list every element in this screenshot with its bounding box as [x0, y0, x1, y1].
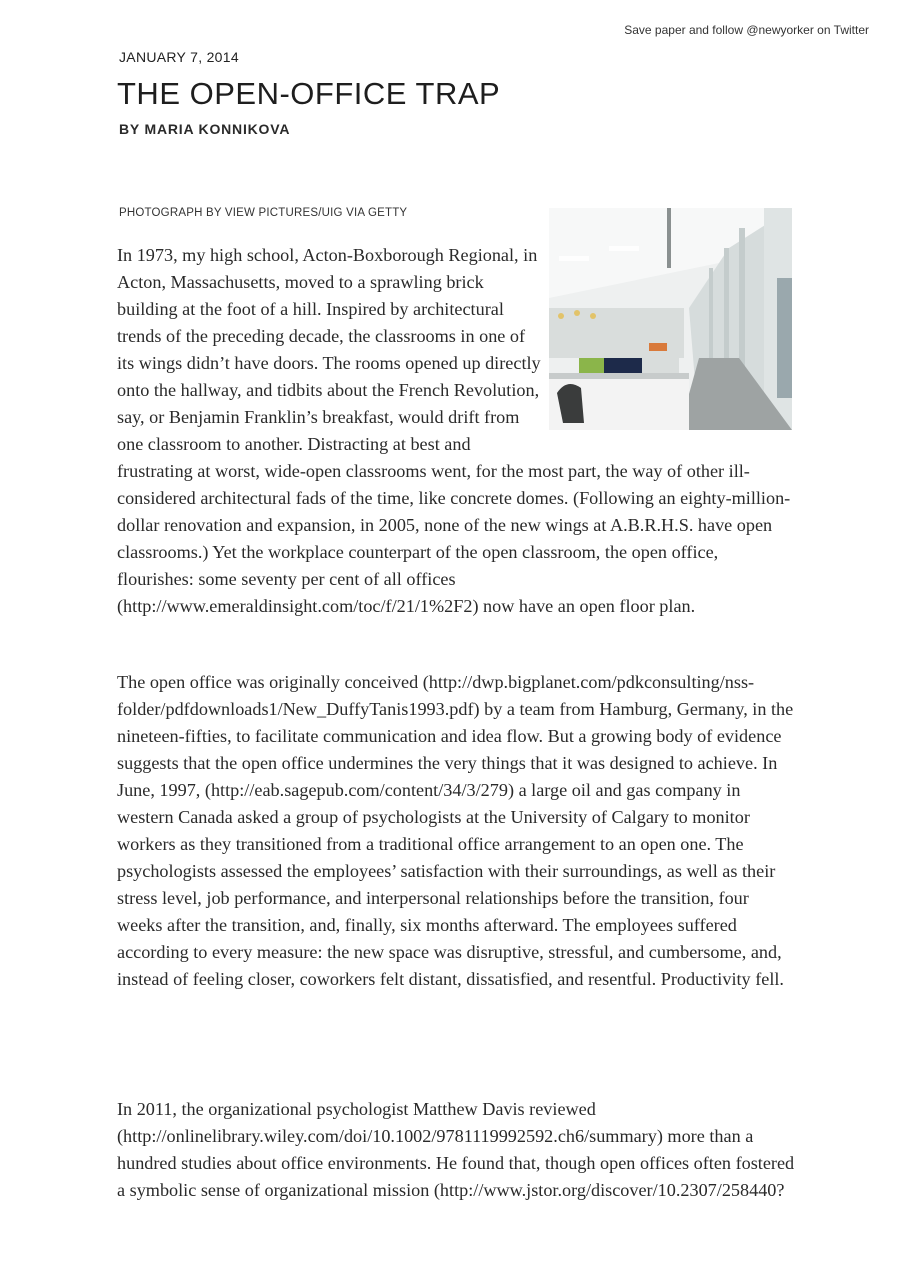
- photo-float-spacer: [542, 242, 797, 454]
- article-date: JANUARY 7, 2014: [119, 49, 239, 65]
- paragraph-text: In 2011, the organizational psychologist Matthew Davis reviewed (http://onlinelibrary.wiley.com/doi/10.1002/9781119992592.ch6/summary) more than a hundred studies about office environments. He found that, though open offices often fostered a symbolic sense of organizational mission (http://www.jstor.org/discover/10.2307/258440?: [117, 1099, 795, 1200]
- article-byline: BY MARIA KONNIKOVA: [119, 121, 291, 137]
- body-paragraph-1: [117, 242, 797, 620]
- body-paragraph-3: [117, 1096, 797, 1204]
- photo-credit: PHOTOGRAPH BY VIEW PICTURES/UIG VIA GETTY: [119, 207, 408, 219]
- paragraph-text: In 1973, my high school, Acton-Boxborough Regional, in Acton, Massachusetts, moved to a sprawling brick building at the foot of a hill. Inspired by architectural trends of the preceding decade, the classrooms in one of its wings didn’t have doors. The rooms opened up directly onto the hallway, and tidbits about the French Revolution, say, or Benjamin Franklin’s breakfast, would drift from one classroom to another. Distracting at best and frustrating at worst, wide-open classrooms went, for the most part, the way of other ill-considered architectural fads of the time, like concrete domes. (Following an eighty-million-dollar renovation and expansion, in 2005, none of the new wings at A.B.R.H.S. have open classrooms.) Yet the workplace counterpart of the open classroom, the open office, flourishes: some seventy per cent of all offices (http://www.emeraldinsight.com/toc/f/21/1%2F2) now have an open floor plan.: [117, 245, 791, 616]
- paragraph-text: The open office was originally conceived (http://dwp.bigplanet.com/pdkconsulting/nss-folder/pdfdownloads1/New_DuffyTanis1993.pdf) by a team from Hamburg, Germany, in the nineteen-fifties, to facilitate communication and idea flow. But a growing body of evidence suggests that the open office undermines the very things that it was designed to achieve. In June, 1997, (http://eab.sagepub.com/content/34/3/279) a large oil and gas company in western Canada asked a group of psychologists at the University of Calgary to monitor workers as they transitioned from a traditional office arrangement to an open one. The psychologists assessed the employees’ satisfaction with their surroundings, as well as their stress level, job performance, and interpersonal relationships before the transition, four weeks after the transition, and, finally, six months afterward. The employees suffered according to every measure: the new space was disruptive, stressful, and cumbersome, and, instead of feeling closer, coworkers felt distant, dissatisfied, and resentful. Productivity fell.: [117, 672, 794, 989]
- twitter-promo-text: Save paper and follow @newyorker on Twitter: [624, 23, 869, 37]
- body-paragraph-2: [117, 669, 797, 993]
- article-title: THE OPEN-OFFICE TRAP: [117, 76, 501, 111]
